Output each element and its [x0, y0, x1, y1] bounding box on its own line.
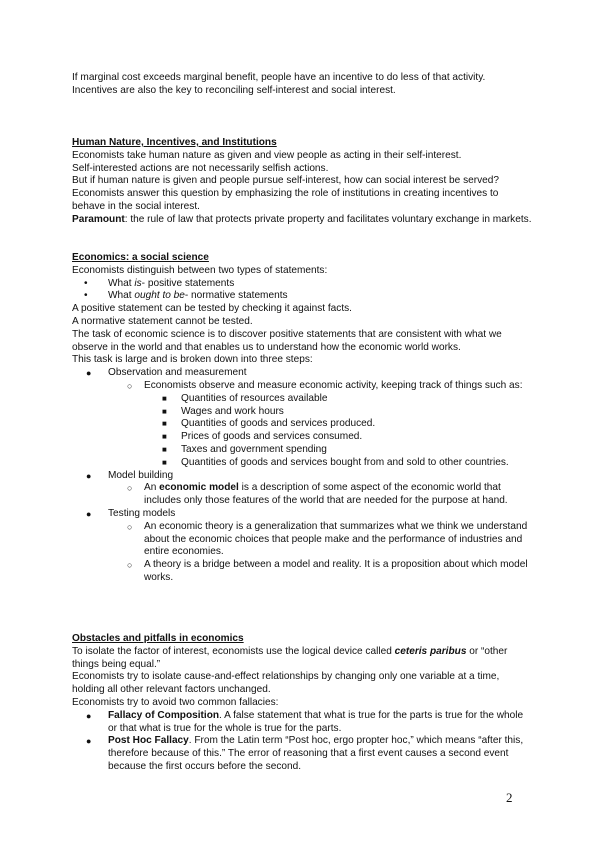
hollow-circle-bullet-icon: ○ — [127, 483, 133, 494]
sub-step-text: An — [144, 482, 160, 494]
step-item — [72, 470, 532, 483]
social-science-p5: This task is large and is broken down into three steps: — [72, 354, 313, 366]
list-item — [72, 457, 532, 470]
filled-circle-bullet-icon: ● — [86, 736, 92, 747]
list-item — [72, 431, 532, 444]
fallacy-text: . A false statement that what is true for the parts is true for the whole or that what is true for the whole is true for the parts. — [108, 709, 524, 734]
step-label: Testing models — [108, 507, 176, 519]
social-science-section — [72, 252, 532, 585]
steps-list — [72, 367, 532, 585]
pitfalls-heading: Obstacles and pitfalls in economics — [72, 633, 244, 644]
step-item — [72, 508, 532, 521]
human-nature-section — [72, 137, 532, 227]
intro-line-1: If marginal cost exceeds marginal benefit, people have an incentive to do less of that activity. — [72, 72, 486, 83]
filled-circle-bullet-icon: ● — [86, 470, 92, 481]
list-item — [72, 710, 532, 736]
item-text: Prices of goods and services consumed. — [181, 431, 363, 443]
step-item — [72, 367, 532, 380]
list-item — [72, 290, 532, 303]
social-science-heading: Economics: a social science — [72, 252, 209, 263]
social-science-p1: Economists distinguish between two types of statements: — [72, 264, 328, 276]
page-number: 2 — [506, 790, 513, 805]
social-science-p4: The task of economic science is to discover positive statements that are consistent with what we observe in the world and that enables us to understand how the economic world works. — [72, 328, 502, 353]
sub-step-text: A theory is a bridge between a model and reality. It is a proposition about which model works. — [144, 559, 528, 583]
hollow-circle-bullet-icon: ○ — [127, 380, 133, 391]
intro-block — [72, 72, 532, 98]
item-text: What — [108, 290, 135, 302]
square-bullet-icon: ■ — [162, 457, 167, 467]
item-emphasis: ought to be — [134, 290, 185, 302]
paramount-paragraph — [72, 214, 532, 227]
list-item — [72, 418, 532, 431]
pitfalls-p1 — [72, 646, 532, 672]
square-bullet-icon: ■ — [162, 444, 167, 454]
square-bullet-icon: ■ — [162, 419, 167, 429]
item-text: Taxes and government spending — [181, 443, 327, 455]
sub-step-text: is a description of some aspect of the economic world that includes only those features of the world that are needed for the purpose at hand. — [144, 482, 508, 507]
item-text: - normative statements — [184, 290, 288, 302]
step-label: Model building — [108, 469, 174, 481]
social-science-p3: A normative statement cannot be tested. — [72, 315, 253, 327]
fallacy-term: Post Hoc Fallacy — [108, 735, 189, 747]
item-text: Wages and work hours — [181, 405, 284, 417]
economic-model-term: economic model — [159, 482, 239, 494]
hollow-circle-bullet-icon: ○ — [127, 560, 133, 571]
hollow-circle-bullet-icon: ○ — [127, 521, 133, 532]
list-item — [72, 444, 532, 457]
item-text: Quantities of resources available — [181, 392, 328, 404]
list-item — [72, 406, 532, 419]
list-item — [72, 278, 532, 291]
list-item — [72, 393, 532, 406]
fallacy-text: . From the Latin term “Post hoc, ergo propter hoc,” which means “after this, therefore because of this.” The error of reasoning that a first event causes a second event because the first occurs before the second. — [108, 735, 524, 772]
human-nature-p2: Self-interested actions are not necessarily selfish actions. — [72, 162, 329, 174]
paramount-term: Paramount — [72, 213, 125, 225]
intro-line-2: Incentives are also the key to reconciling self-interest and social interest. — [72, 84, 396, 96]
square-bullet-icon: ■ — [162, 406, 167, 416]
filled-circle-bullet-icon: ● — [86, 368, 92, 379]
item-text: Quantities of goods and services bought from and sold to other countries. — [181, 456, 509, 468]
human-nature-heading: Human Nature, Incentives, and Institutions — [72, 137, 277, 148]
ceteris-paribus-term: ceteris paribus — [394, 645, 467, 657]
bullet-icon: • — [84, 277, 88, 289]
paramount-definition: : the rule of law that protects private property and facilitates voluntary exchange in markets. — [124, 213, 532, 225]
item-text: - positive statements — [141, 277, 235, 289]
statement-type-list — [72, 278, 532, 304]
fallacies-list — [72, 710, 532, 774]
paragraph-text: To isolate the factor of interest, economists use the logical device called — [72, 645, 395, 657]
human-nature-p1: Economists take human nature as given and view people as acting in their self-interest. — [72, 149, 462, 161]
step-label: Observation and measurement — [108, 367, 247, 379]
sub-step-item — [72, 521, 532, 559]
human-nature-p3: But if human nature is given and people pursue self-interest, how can social interest be served? Economists answer this question by emphasizing the role of institutions in creating incentives to behave in the social interest. — [72, 175, 499, 212]
bullet-icon: • — [84, 290, 88, 302]
pitfalls-p2: Economists try to isolate cause-and-effect relationships by changing only one variable at a time, holding all other relevant factors unchanged. — [72, 671, 500, 696]
item-emphasis: is — [134, 277, 142, 289]
fallacy-term: Fallacy of Composition — [108, 709, 220, 721]
social-science-p2: A positive statement can be tested by checking it against facts. — [72, 303, 352, 315]
sub-step-text: An economic theory is a generalization that summarizes what we think we understand about the economic choices that people make and the performance of industries and entire economies. — [144, 520, 528, 558]
filled-circle-bullet-icon: ● — [86, 508, 92, 519]
item-text: Quantities of goods and services produced. — [181, 418, 376, 430]
pitfalls-p3: Economists try to avoid two common fallacies: — [72, 696, 279, 708]
list-item — [72, 735, 532, 773]
sub-step-item — [72, 380, 532, 393]
pitfalls-section — [72, 633, 532, 774]
square-bullet-icon: ■ — [162, 432, 167, 442]
sub-step-item — [72, 559, 532, 585]
paragraph-text: or “other things being equal.” — [72, 645, 508, 670]
sub-step-item — [72, 482, 532, 508]
sub-step-text: Economists observe and measure economic activity, keeping track of things such as: — [144, 379, 523, 391]
filled-circle-bullet-icon: ● — [86, 710, 92, 721]
item-text: What — [108, 277, 135, 289]
square-bullet-icon: ■ — [162, 393, 167, 403]
